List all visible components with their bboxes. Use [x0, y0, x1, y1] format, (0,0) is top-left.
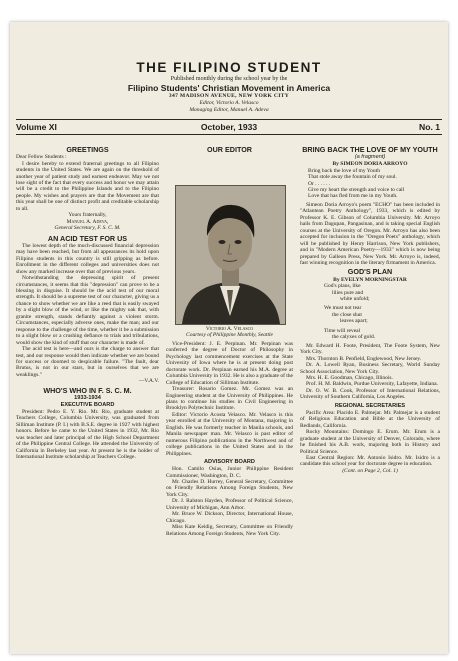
- bring-back-tag: (a fragment): [354, 154, 386, 161]
- masthead-rule-bottom: [16, 134, 442, 135]
- poem-line: We must not tear: [324, 305, 362, 312]
- acid-test-p1: The lowest depth of the much-discussed financial depression may have been reached, but from all appearances its hold upon Filipino students in this country is still gripping as before. Enrollment in the different colleges and universities does not show any marked increase over that of previous years.: [16, 242, 159, 275]
- regional-secretaries-heading: REGIONAL SECRETARIES: [334, 402, 406, 409]
- regional-entry: East Central Region: Mr. Antonio Isidro. Mr. Isidro is a candidate this school year for doctorate degree in education.: [300, 454, 440, 468]
- advisory-member: Dr. J. Ralston Hayden, Professor of Political Science, University of Michigan, Ann Arbor.: [166, 498, 293, 511]
- middle-column-text: [166, 326, 293, 537]
- officer-entry: Mrs. H. E. Goodman, Chicago, Illinois.: [306, 375, 393, 381]
- middle-column: [166, 146, 293, 154]
- portrait-credit: Courtesy of Philippine Monthly, Seattle: [186, 332, 273, 339]
- bring-back-heading: BRING BACK THE LOVE OF MY YOUTH: [302, 145, 438, 154]
- poem-line: the calyxes of gold.: [332, 334, 376, 341]
- advisory-member: Miss Kate Keidig, Secretary, Committee on Friendly Relations Among Foreign Students, New York City.: [166, 524, 293, 537]
- poem-line: white unfold;: [340, 296, 370, 303]
- acid-test-initials: —V.A.V.: [138, 378, 159, 385]
- portrait-caption: Victorio A. Velasco: [205, 326, 254, 332]
- acid-test-p3: The acid test is here—and ours is the charge to answer that test, and our response would then indicate whether we are bound for success or doomed to despicable failure. "The fault, dear Brutus, is not in our stars, but in ourselves that we are weaklings.": [16, 346, 159, 378]
- portrait-drawing: [176, 186, 285, 324]
- advisory-member: Mr. Bruce W. Dickson, Director, International House, Chicago.: [166, 511, 293, 524]
- executive-board-heading: EXECUTIVE BOARD: [60, 402, 115, 409]
- regional-entry: Rocky Mountains: Domingo E. Erum. Mr. Erum is a graduate student at the University of Denver, Colorado, where he finished his A.B. work, majoring both in History and Political Science.: [300, 429, 440, 455]
- advisory-board-heading: ADVISORY BOARD: [204, 459, 255, 466]
- bring-back-byline: By SIMEON DORIA ARROYO: [332, 161, 408, 168]
- advisory-member: Hon. Camilo Osias, Junior Philippine Resident Commissioner, Washington, D. C.: [166, 466, 293, 479]
- gods-plan-heading: GOD'S PLAN: [347, 267, 393, 277]
- officer-entry: Dr. A. Lowell Ryan, Business Secretary, World Sunday School Association, New York City.: [300, 362, 440, 375]
- issue-date: October, 1933: [200, 122, 258, 132]
- volume-label: Volume XI: [16, 122, 57, 132]
- newsletter-title: THE FILIPINO STUDENT: [136, 60, 322, 75]
- our-editor-heading: OUR EDITOR: [207, 145, 252, 154]
- whos-who-body: President: Pedro E. Y. Rio. Mr. Rio, graduate student at Teachers College, Columbia University, was graduated from Silliman Institute (P. I.) with B.S.E. degree in 1927 with highest honors. Before he came to the United States in 1932, Mr. Rio was teacher and later principal of the High School Department of the Philippine Central College. He attended the University of California in Berkeley last year. At present he is the holder of International Institute scholarship at Teachers College.: [16, 409, 159, 461]
- poem-line: Or . . . . . .: [308, 180, 331, 187]
- masthead-rule-top: [16, 119, 442, 120]
- poem-line: leaves apart;: [340, 318, 368, 325]
- acid-test-heading: AN ACID TEST FOR US: [47, 233, 128, 243]
- greetings-role: General Secretary, F. S. C. M.: [54, 225, 121, 232]
- bring-back-note: Simeon Doria Arroyo's poem "ECHO" has been included in "Atlantean Poetry Anthology", 1933, which is edited by Professor K. E. Gibson of Columbia University. Mr. Arroyo hails from Dagupan, Pangasinan, and is taking special English courses at the University of Oregon. Mr. Arroyo has also been accepted for inclusion in the "Oregon Poets" anthology, which will be published by Henry Harrison, New York publishers, and in "Modern American Poetry—1933" which is now being prepared by Galleon Press, New York. Mr. Arroyo is, indeed, fast winning recognition in the literary firmament in America.: [300, 201, 440, 266]
- editor-bio: Editor: Victorio Acosta Velasco. Mr. Velasco is this year enrolled at the University of Montana, majoring in English. He was formerly teacher in Manila schools, and Manila newspaper man. Mr. Velasco is past editor of numerous Filipino publications in the Northwest and of college publications in the United States and in the Philippines.: [166, 411, 293, 457]
- greetings-body: I desire hereby to extend fraternal greetings to all Filipino students in the United States. We are again on the threshold of another year of patient study and earnest endeavor. May we not lose sight of the fact that every success and honor we may attain will be a credit to the Philippine Islands and to the Filipino people. My wishes and prayers are that the Movement are that this year shall be one of distinct profit and creditable scholarship to all.: [16, 160, 159, 212]
- publisher-address: 347 MADISON AVENUE, NEW YORK CITY: [168, 93, 290, 99]
- bring-back-poem: [300, 168, 440, 200]
- poem-line: lilies pure and: [332, 289, 364, 296]
- managing-editor-line: Managing Editor, Manuel A. Adeva: [189, 107, 269, 114]
- gods-plan-poem: [300, 283, 440, 341]
- poem-line: That stole away the fountain of my soul.: [308, 174, 397, 181]
- greetings-heading: GREETINGS: [66, 145, 109, 154]
- greetings-closing: Yours fraternally,: [68, 212, 107, 219]
- whos-who-years: 1933-1934: [74, 395, 101, 402]
- issue-number: No. 1: [418, 122, 440, 132]
- officer-entry: Mrs. Thornton B. Penfield, Englewood, New Jersey.: [306, 355, 422, 362]
- whos-who-heading: WHO'S WHO IN F. S. C. M.: [43, 385, 132, 395]
- continued-note: (Cont. on Page 2, Col. 1): [342, 467, 398, 474]
- greetings-salutation: Dear Fellow Students :: [16, 154, 67, 161]
- left-column: [16, 146, 159, 461]
- vice-president-bio: Vice-President: J. E. Perpinan. Mr. Perpinan was conferred the degree of Doctor of Philosophy in Psychology last commencement exercises at the State University of Iowa where he is at present doing post doctorate work. Dr. Perpinan earned his M.A. degree at Columbia University in 1932. He is also a graduate of the College of Education of Silliman Institute.: [166, 340, 293, 386]
- editor-portrait: [175, 185, 286, 325]
- masthead: [10, 60, 448, 114]
- editor-line: Editor, Victorio A. Velasco: [199, 100, 259, 106]
- officer-entry: Prof. H. M. Baldwin, Purdue University, Lafayette, Indiana.: [306, 381, 438, 388]
- publisher-name: Filipino Students' Christian Movement in America: [127, 83, 331, 93]
- poem-line: Bring back the love of my Youth: [308, 167, 380, 174]
- poem-line: the close shut: [332, 311, 362, 318]
- officer-entry: Dr. O. W. B. Cook, Professor of International Relations, University of Southern California, Los Angeles.: [300, 387, 440, 401]
- poem-line: Give my heart the strength and voice to call: [308, 187, 405, 194]
- masthead-subtitle: Published monthly during the school year by the: [170, 76, 288, 82]
- poem-line: God's plans, like: [324, 283, 361, 290]
- regional-entry: Pacific Area: Placido E. Palmejar. Mr. Palmejar is a student of Religious Education and Bible at the University of Redlands, California.: [300, 409, 440, 429]
- advisory-member: Mr. Charles D. Hurrey, General Secretary, Committee on Friendly Relations Among Foreign Students, New York City.: [166, 478, 293, 498]
- right-column: [300, 146, 440, 474]
- officer-entry: Mr. Edward H. Foote, President, The Foote System, New York City.: [300, 342, 440, 356]
- poem-line: Time will reveal: [324, 327, 361, 334]
- acid-test-p2: Notwithstanding the depressing spirit of present circumstances, it seems that this "depression" can prove to be a blessing in disguise. It should be the acid test of our moral strength. It should be a supreme test of our character, giving us a chance to show whether we are like a reed that is easily swayed by a slight blow of the wind, or like the mighty oak that, with granite strength, stands defiantly against a violent storm. Circumstances, especially adverse ones, make the man; and our response to the challenge of the time, whether it be a submission to a slight blow or a crushing defiance to trials and tribulations, would show the kind of stuff that our character is made of.: [16, 275, 159, 346]
- newsletter-page: [10, 22, 448, 654]
- treasurer-bio: Treasurer: Rosario Gomez. Mr. Gomez was an Engineering student at the University of Philippines. He plans to continue his studies in Civil Engineering in Brooklyn Polytechnic Institute.: [166, 386, 293, 412]
- gods-plan-byline: By EVELYN MORNINGSTAR: [333, 276, 407, 283]
- greetings-signer: Manuel A. Adeva,: [66, 218, 109, 225]
- poem-line: Love that has fled from me in my Youth.: [308, 193, 398, 200]
